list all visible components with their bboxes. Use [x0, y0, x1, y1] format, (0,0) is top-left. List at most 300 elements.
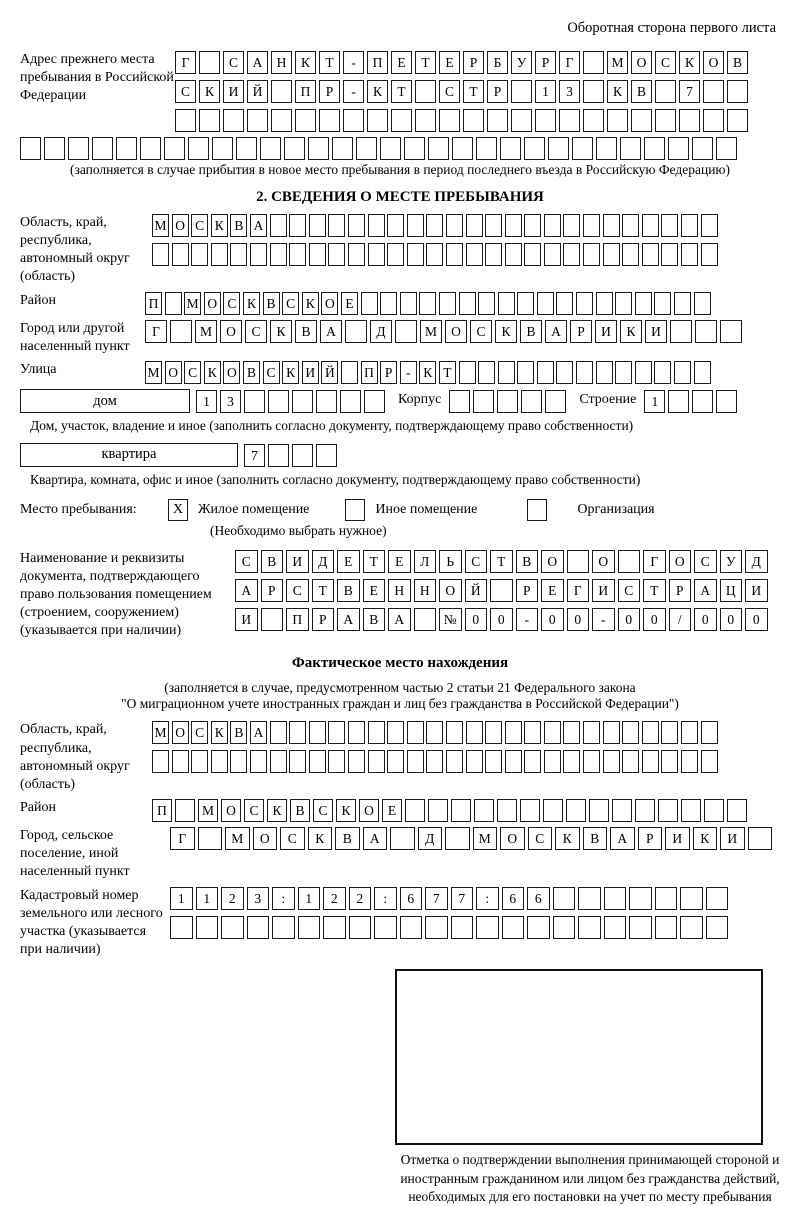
char-cell[interactable]: [348, 750, 365, 773]
char-cell[interactable]: [250, 243, 267, 266]
char-cell[interactable]: И: [235, 608, 258, 631]
char-cell[interactable]: 0: [720, 608, 743, 631]
char-cell[interactable]: [583, 51, 604, 74]
char-cell[interactable]: 0: [618, 608, 641, 631]
char-cell[interactable]: 3: [220, 390, 241, 413]
char-cell[interactable]: К: [282, 361, 299, 384]
char-cell[interactable]: У: [720, 550, 743, 573]
char-cell[interactable]: А: [610, 827, 635, 850]
char-cell[interactable]: [415, 80, 436, 103]
char-cell[interactable]: [642, 243, 659, 266]
char-cell[interactable]: К: [211, 721, 228, 744]
char-cell[interactable]: [681, 214, 698, 237]
char-cell[interactable]: П: [145, 292, 162, 315]
char-cell[interactable]: [390, 827, 415, 850]
char-cell[interactable]: [701, 750, 718, 773]
char-cell[interactable]: [497, 799, 517, 822]
char-cell[interactable]: [498, 361, 515, 384]
char-cell[interactable]: [451, 916, 474, 939]
char-cell[interactable]: Р: [261, 579, 284, 602]
char-cell[interactable]: [380, 137, 401, 160]
char-cell[interactable]: [446, 243, 463, 266]
char-cell[interactable]: [720, 320, 742, 343]
char-cell[interactable]: П: [295, 80, 316, 103]
char-cell[interactable]: О: [445, 320, 467, 343]
char-cell[interactable]: [199, 109, 220, 132]
char-cell[interactable]: В: [230, 721, 247, 744]
char-cell[interactable]: [463, 109, 484, 132]
char-cell[interactable]: [407, 214, 424, 237]
char-cell[interactable]: [478, 361, 495, 384]
char-cell[interactable]: [272, 916, 295, 939]
char-cell[interactable]: [466, 750, 483, 773]
char-cell[interactable]: Т: [312, 579, 335, 602]
char-cell[interactable]: [270, 721, 287, 744]
char-cell[interactable]: Р: [319, 80, 340, 103]
char-cell[interactable]: -: [592, 608, 615, 631]
char-cell[interactable]: А: [247, 51, 268, 74]
char-cell[interactable]: [589, 799, 609, 822]
char-cell[interactable]: [414, 608, 437, 631]
char-cell[interactable]: К: [199, 80, 220, 103]
char-cell[interactable]: [309, 750, 326, 773]
char-cell[interactable]: С: [184, 361, 201, 384]
char-cell[interactable]: В: [290, 799, 310, 822]
char-cell[interactable]: [466, 721, 483, 744]
char-cell[interactable]: [328, 243, 345, 266]
char-cell[interactable]: Т: [363, 550, 386, 573]
char-cell[interactable]: Е: [363, 579, 386, 602]
char-cell[interactable]: [559, 109, 580, 132]
char-cell[interactable]: [152, 750, 169, 773]
char-cell[interactable]: Т: [463, 80, 484, 103]
char-cell[interactable]: К: [302, 292, 319, 315]
char-cell[interactable]: [323, 916, 346, 939]
char-cell[interactable]: К: [607, 80, 628, 103]
char-cell[interactable]: [681, 243, 698, 266]
char-cell[interactable]: [387, 214, 404, 237]
char-cell[interactable]: А: [250, 721, 267, 744]
char-cell[interactable]: [583, 243, 600, 266]
char-cell[interactable]: С: [280, 827, 305, 850]
char-cell[interactable]: 0: [643, 608, 666, 631]
char-cell[interactable]: М: [420, 320, 442, 343]
char-cell[interactable]: 6: [400, 887, 423, 910]
char-cell[interactable]: К: [679, 51, 700, 74]
char-cell[interactable]: И: [595, 320, 617, 343]
char-cell[interactable]: [428, 799, 448, 822]
char-cell[interactable]: [487, 109, 508, 132]
char-cell[interactable]: С: [244, 799, 264, 822]
char-cell[interactable]: [502, 916, 525, 939]
char-cell[interactable]: А: [337, 608, 360, 631]
char-cell[interactable]: [368, 243, 385, 266]
char-cell[interactable]: С: [618, 579, 641, 602]
char-cell[interactable]: Д: [312, 550, 335, 573]
char-cell[interactable]: [230, 243, 247, 266]
char-cell[interactable]: Р: [570, 320, 592, 343]
char-cell[interactable]: [620, 137, 641, 160]
char-cell[interactable]: Р: [669, 579, 692, 602]
char-cell[interactable]: [459, 292, 476, 315]
char-cell[interactable]: С: [282, 292, 299, 315]
char-cell[interactable]: 0: [541, 608, 564, 631]
char-cell[interactable]: [340, 390, 361, 413]
char-cell[interactable]: 0: [745, 608, 768, 631]
char-cell[interactable]: [387, 721, 404, 744]
char-cell[interactable]: [703, 109, 724, 132]
char-cell[interactable]: [298, 916, 321, 939]
char-cell[interactable]: [703, 80, 724, 103]
char-cell[interactable]: 1: [196, 390, 217, 413]
char-cell[interactable]: [348, 721, 365, 744]
char-cell[interactable]: К: [211, 214, 228, 237]
char-cell[interactable]: [380, 292, 397, 315]
char-cell[interactable]: С: [263, 361, 280, 384]
char-cell[interactable]: Г: [145, 320, 167, 343]
char-cell[interactable]: [316, 390, 337, 413]
char-cell[interactable]: П: [367, 51, 388, 74]
char-cell[interactable]: А: [694, 579, 717, 602]
char-cell[interactable]: [517, 292, 534, 315]
char-cell[interactable]: [692, 137, 713, 160]
char-cell[interactable]: В: [230, 214, 247, 237]
char-cell[interactable]: [680, 887, 703, 910]
char-cell[interactable]: [701, 214, 718, 237]
char-cell[interactable]: [681, 750, 698, 773]
char-cell[interactable]: 7: [425, 887, 448, 910]
char-cell[interactable]: М: [607, 51, 628, 74]
char-cell[interactable]: Е: [388, 550, 411, 573]
char-cell[interactable]: [332, 137, 353, 160]
char-cell[interactable]: [140, 137, 161, 160]
char-cell[interactable]: [446, 214, 463, 237]
char-cell[interactable]: [419, 292, 436, 315]
char-cell[interactable]: 3: [247, 887, 270, 910]
char-cell[interactable]: [341, 361, 358, 384]
char-cell[interactable]: [391, 109, 412, 132]
char-cell[interactable]: [563, 750, 580, 773]
char-cell[interactable]: И: [720, 827, 745, 850]
char-cell[interactable]: К: [495, 320, 517, 343]
char-cell[interactable]: О: [541, 550, 564, 573]
char-cell[interactable]: [618, 550, 641, 573]
char-cell[interactable]: Ь: [439, 550, 462, 573]
char-cell[interactable]: [670, 320, 692, 343]
char-cell[interactable]: Т: [490, 550, 513, 573]
char-cell[interactable]: [175, 109, 196, 132]
char-cell[interactable]: [727, 109, 748, 132]
char-cell[interactable]: В: [337, 579, 360, 602]
char-cell[interactable]: Г: [559, 51, 580, 74]
char-cell[interactable]: [668, 137, 689, 160]
char-cell[interactable]: М: [195, 320, 217, 343]
char-cell[interactable]: [485, 721, 502, 744]
char-cell[interactable]: О: [220, 320, 242, 343]
char-cell[interactable]: [505, 721, 522, 744]
char-cell[interactable]: 1: [298, 887, 321, 910]
char-cell[interactable]: [680, 916, 703, 939]
char-cell[interactable]: Й: [465, 579, 488, 602]
char-cell[interactable]: [289, 214, 306, 237]
char-cell[interactable]: [655, 109, 676, 132]
char-cell[interactable]: [556, 361, 573, 384]
char-cell[interactable]: С: [245, 320, 267, 343]
char-cell[interactable]: [356, 137, 377, 160]
char-cell[interactable]: В: [631, 80, 652, 103]
char-cell[interactable]: К: [308, 827, 333, 850]
char-cell[interactable]: [511, 109, 532, 132]
char-cell[interactable]: Т: [391, 80, 412, 103]
char-cell[interactable]: О: [359, 799, 379, 822]
char-cell[interactable]: А: [545, 320, 567, 343]
char-cell[interactable]: [68, 137, 89, 160]
char-cell[interactable]: [596, 292, 613, 315]
char-cell[interactable]: [170, 916, 193, 939]
char-cell[interactable]: С: [694, 550, 717, 573]
char-cell[interactable]: П: [152, 799, 172, 822]
char-cell[interactable]: [165, 292, 182, 315]
char-cell[interactable]: 1: [535, 80, 556, 103]
char-cell[interactable]: Г: [175, 51, 196, 74]
char-cell[interactable]: [199, 51, 220, 74]
char-cell[interactable]: [270, 214, 287, 237]
char-cell[interactable]: [368, 721, 385, 744]
char-cell[interactable]: [604, 887, 627, 910]
char-cell[interactable]: [544, 214, 561, 237]
char-cell[interactable]: [345, 320, 367, 343]
char-cell[interactable]: [658, 799, 678, 822]
char-cell[interactable]: С: [465, 550, 488, 573]
char-cell[interactable]: О: [172, 214, 189, 237]
char-cell[interactable]: У: [511, 51, 532, 74]
char-cell[interactable]: А: [320, 320, 342, 343]
char-cell[interactable]: [694, 292, 711, 315]
char-cell[interactable]: И: [592, 579, 615, 602]
char-cell[interactable]: Ц: [720, 579, 743, 602]
char-cell[interactable]: С: [235, 550, 258, 573]
char-cell[interactable]: -: [400, 361, 417, 384]
char-cell[interactable]: [289, 721, 306, 744]
char-cell[interactable]: [405, 799, 425, 822]
char-cell[interactable]: [309, 243, 326, 266]
char-cell[interactable]: М: [198, 799, 218, 822]
char-cell[interactable]: Й: [247, 80, 268, 103]
char-cell[interactable]: [308, 137, 329, 160]
char-cell[interactable]: [476, 137, 497, 160]
char-cell[interactable]: [485, 750, 502, 773]
char-cell[interactable]: В: [516, 550, 539, 573]
char-cell[interactable]: [284, 137, 305, 160]
char-cell[interactable]: [211, 750, 228, 773]
checkbox-inoe[interactable]: [345, 499, 365, 521]
char-cell[interactable]: [596, 137, 617, 160]
char-cell[interactable]: М: [145, 361, 162, 384]
char-cell[interactable]: Е: [341, 292, 358, 315]
char-cell[interactable]: О: [500, 827, 525, 850]
char-cell[interactable]: [343, 109, 364, 132]
char-cell[interactable]: 0: [567, 608, 590, 631]
char-cell[interactable]: М: [473, 827, 498, 850]
char-cell[interactable]: 6: [527, 887, 550, 910]
char-cell[interactable]: [170, 320, 192, 343]
char-cell[interactable]: К: [419, 361, 436, 384]
char-cell[interactable]: [655, 80, 676, 103]
char-cell[interactable]: Д: [745, 550, 768, 573]
char-cell[interactable]: [583, 750, 600, 773]
char-cell[interactable]: Т: [643, 579, 666, 602]
char-cell[interactable]: [271, 109, 292, 132]
char-cell[interactable]: О: [223, 361, 240, 384]
char-cell[interactable]: Р: [487, 80, 508, 103]
char-cell[interactable]: [244, 390, 265, 413]
char-cell[interactable]: [661, 243, 678, 266]
char-cell[interactable]: [583, 721, 600, 744]
char-cell[interactable]: [116, 137, 137, 160]
char-cell[interactable]: [374, 916, 397, 939]
char-cell[interactable]: [583, 214, 600, 237]
char-cell[interactable]: 7: [451, 887, 474, 910]
char-cell[interactable]: М: [225, 827, 250, 850]
char-cell[interactable]: [567, 550, 590, 573]
char-cell[interactable]: [349, 916, 372, 939]
char-cell[interactable]: [631, 109, 652, 132]
char-cell[interactable]: М: [152, 214, 169, 237]
char-cell[interactable]: -: [343, 80, 364, 103]
char-cell[interactable]: [537, 292, 554, 315]
char-cell[interactable]: В: [520, 320, 542, 343]
char-cell[interactable]: [603, 243, 620, 266]
char-cell[interactable]: [400, 292, 417, 315]
char-cell[interactable]: [642, 721, 659, 744]
char-cell[interactable]: И: [286, 550, 309, 573]
char-cell[interactable]: А: [363, 827, 388, 850]
char-cell[interactable]: [92, 137, 113, 160]
char-cell[interactable]: [661, 721, 678, 744]
char-cell[interactable]: К: [367, 80, 388, 103]
char-cell[interactable]: [622, 750, 639, 773]
char-cell[interactable]: [247, 916, 270, 939]
char-cell[interactable]: К: [336, 799, 356, 822]
char-cell[interactable]: [446, 750, 463, 773]
char-cell[interactable]: [520, 799, 540, 822]
char-cell[interactable]: [642, 750, 659, 773]
char-cell[interactable]: [583, 80, 604, 103]
char-cell[interactable]: [563, 243, 580, 266]
char-cell[interactable]: [535, 109, 556, 132]
char-cell[interactable]: [615, 292, 632, 315]
char-cell[interactable]: В: [583, 827, 608, 850]
char-cell[interactable]: 3: [559, 80, 580, 103]
char-cell[interactable]: Е: [382, 799, 402, 822]
char-cell[interactable]: [674, 361, 691, 384]
char-cell[interactable]: [425, 916, 448, 939]
char-cell[interactable]: С: [223, 292, 240, 315]
char-cell[interactable]: О: [165, 361, 182, 384]
char-cell[interactable]: Н: [271, 51, 292, 74]
char-cell[interactable]: [191, 243, 208, 266]
char-cell[interactable]: [727, 80, 748, 103]
char-cell[interactable]: Г: [567, 579, 590, 602]
char-cell[interactable]: [428, 137, 449, 160]
char-cell[interactable]: В: [263, 292, 280, 315]
char-cell[interactable]: П: [361, 361, 378, 384]
char-cell[interactable]: [544, 721, 561, 744]
char-cell[interactable]: Е: [439, 51, 460, 74]
char-cell[interactable]: [505, 243, 522, 266]
char-cell[interactable]: [271, 80, 292, 103]
char-cell[interactable]: 2: [323, 887, 346, 910]
char-cell[interactable]: [635, 292, 652, 315]
char-cell[interactable]: [701, 243, 718, 266]
char-cell[interactable]: [270, 750, 287, 773]
char-cell[interactable]: В: [295, 320, 317, 343]
char-cell[interactable]: [367, 109, 388, 132]
char-cell[interactable]: [566, 799, 586, 822]
char-cell[interactable]: [727, 799, 747, 822]
char-cell[interactable]: [449, 390, 470, 413]
char-cell[interactable]: [196, 916, 219, 939]
char-cell[interactable]: [578, 916, 601, 939]
char-cell[interactable]: 1: [644, 390, 665, 413]
char-cell[interactable]: [261, 608, 284, 631]
char-cell[interactable]: [527, 916, 550, 939]
char-cell[interactable]: В: [363, 608, 386, 631]
char-cell[interactable]: [328, 750, 345, 773]
char-cell[interactable]: И: [665, 827, 690, 850]
char-cell[interactable]: [445, 827, 470, 850]
char-cell[interactable]: [292, 444, 313, 467]
char-cell[interactable]: [172, 243, 189, 266]
char-cell[interactable]: Е: [541, 579, 564, 602]
char-cell[interactable]: С: [313, 799, 333, 822]
char-cell[interactable]: [152, 243, 169, 266]
char-cell[interactable]: [268, 390, 289, 413]
char-cell[interactable]: [521, 390, 542, 413]
char-cell[interactable]: [289, 750, 306, 773]
char-cell[interactable]: [524, 214, 541, 237]
char-cell[interactable]: Р: [312, 608, 335, 631]
char-cell[interactable]: Т: [415, 51, 436, 74]
char-cell[interactable]: С: [528, 827, 553, 850]
char-cell[interactable]: С: [655, 51, 676, 74]
char-cell[interactable]: И: [223, 80, 244, 103]
char-cell[interactable]: [537, 361, 554, 384]
char-cell[interactable]: :: [374, 887, 397, 910]
char-cell[interactable]: [247, 109, 268, 132]
char-cell[interactable]: С: [175, 80, 196, 103]
char-cell[interactable]: [328, 214, 345, 237]
char-cell[interactable]: Р: [380, 361, 397, 384]
char-cell[interactable]: [485, 243, 502, 266]
char-cell[interactable]: [622, 243, 639, 266]
char-cell[interactable]: 2: [349, 887, 372, 910]
char-cell[interactable]: [364, 390, 385, 413]
char-cell[interactable]: Е: [337, 550, 360, 573]
char-cell[interactable]: [236, 137, 257, 160]
char-cell[interactable]: [459, 361, 476, 384]
char-cell[interactable]: [348, 214, 365, 237]
char-cell[interactable]: [716, 137, 737, 160]
char-cell[interactable]: [544, 243, 561, 266]
char-cell[interactable]: [361, 292, 378, 315]
char-cell[interactable]: [629, 887, 652, 910]
char-cell[interactable]: [387, 750, 404, 773]
char-cell[interactable]: Д: [370, 320, 392, 343]
char-cell[interactable]: [679, 109, 700, 132]
char-cell[interactable]: А: [235, 579, 258, 602]
char-cell[interactable]: [497, 390, 518, 413]
